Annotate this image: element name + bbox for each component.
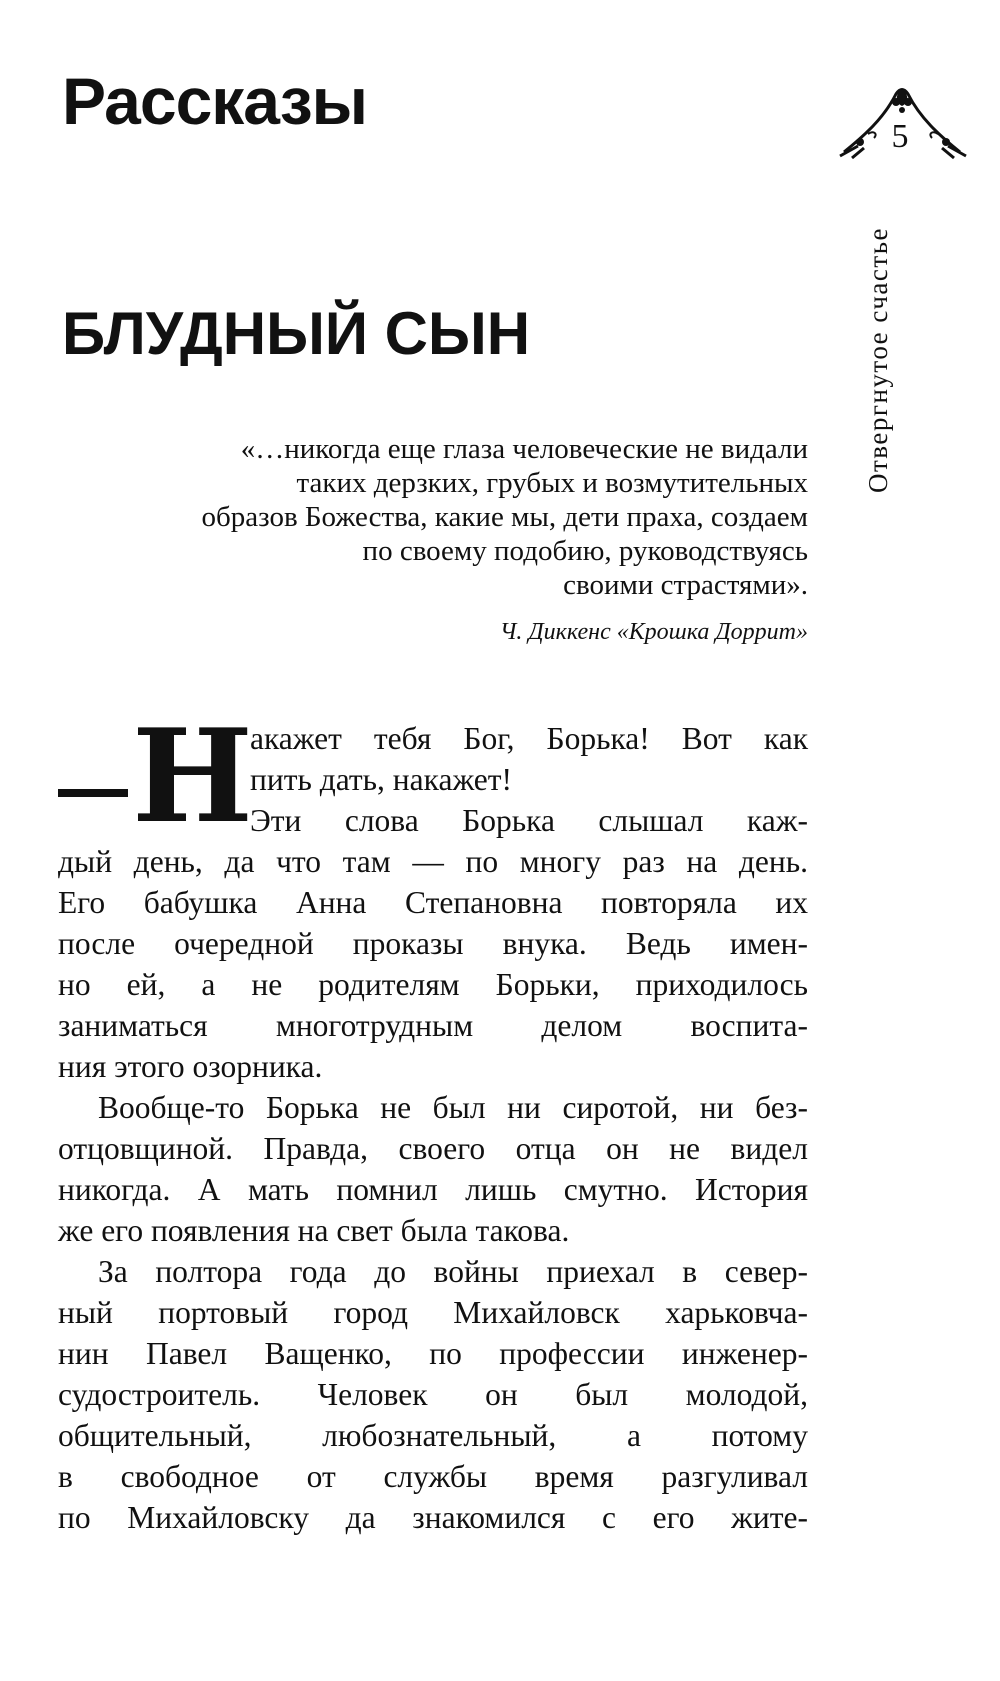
text-line: ный портовый город Михайловск харьковча- [58, 1295, 808, 1330]
text-line: пить дать, накажет! [250, 762, 513, 797]
text-line: после очередной проказы внука. Ведь имен- [58, 926, 808, 961]
epigraph-line: по своему подобию, руководствуясь [362, 535, 808, 567]
text-line: в свободное от службы время разгуливал [58, 1459, 808, 1494]
text-line: акажет тебя Бог, Борька! Вот как [250, 721, 808, 756]
text-line: же его появления на свет была такова. [58, 1213, 570, 1248]
text-line: заниматься многотрудным делом воспита- [58, 1008, 808, 1043]
text-line: отцовщиной. Правда, своего отца он не видел [58, 1131, 808, 1166]
epigraph [168, 432, 808, 602]
text-line: За полтора года до войны приехал в север- [98, 1254, 808, 1289]
epigraph-line: «…никогда еще глаза человеческие не видали [240, 433, 808, 465]
text-line: по Михайловску да знакомился с его жите- [58, 1500, 808, 1535]
body-text [58, 702, 808, 1538]
dialogue-dash [58, 789, 128, 797]
text-line: но ей, а не родителям Борьки, приходилось [58, 967, 808, 1002]
running-title: Отвергнутое счастье [863, 227, 893, 493]
text-line: Его бабушка Анна Степановна повторяла их [58, 885, 808, 920]
text-line: судостроитель. Человек он был молодой, [58, 1377, 808, 1412]
text-line: ния этого озорника. [58, 1049, 323, 1084]
story-title: БЛУДНЫЙ СЫН [62, 300, 531, 367]
epigraph-line: своими страстями». [563, 569, 808, 601]
epigraph-line: образов Божества, какие мы, дети праха, создаем [201, 501, 808, 533]
text-line: общительный, любознательный, а потому [58, 1418, 808, 1453]
text-line: дый день, да что там — по многу раз на день. [58, 844, 808, 879]
text-line: Вообще-то Борька не был ни сиротой, ни без- [98, 1090, 808, 1125]
text-line: Эти слова Борька слышал каж- [250, 803, 808, 838]
epigraph-line: таких дерзких, грубых и возмутительных [296, 467, 808, 499]
epigraph-attribution: Ч. Диккенс «Крошка Доррит» [499, 619, 808, 645]
text-line: никогда. А мать помнил лишь смутно. История [58, 1172, 808, 1207]
drop-cap: Н [132, 702, 253, 852]
text-line: нин Павел Ващенко, по профессии инженер- [58, 1336, 808, 1371]
page-number: 5 [891, 118, 909, 155]
section-title: Рассказы [62, 64, 367, 138]
